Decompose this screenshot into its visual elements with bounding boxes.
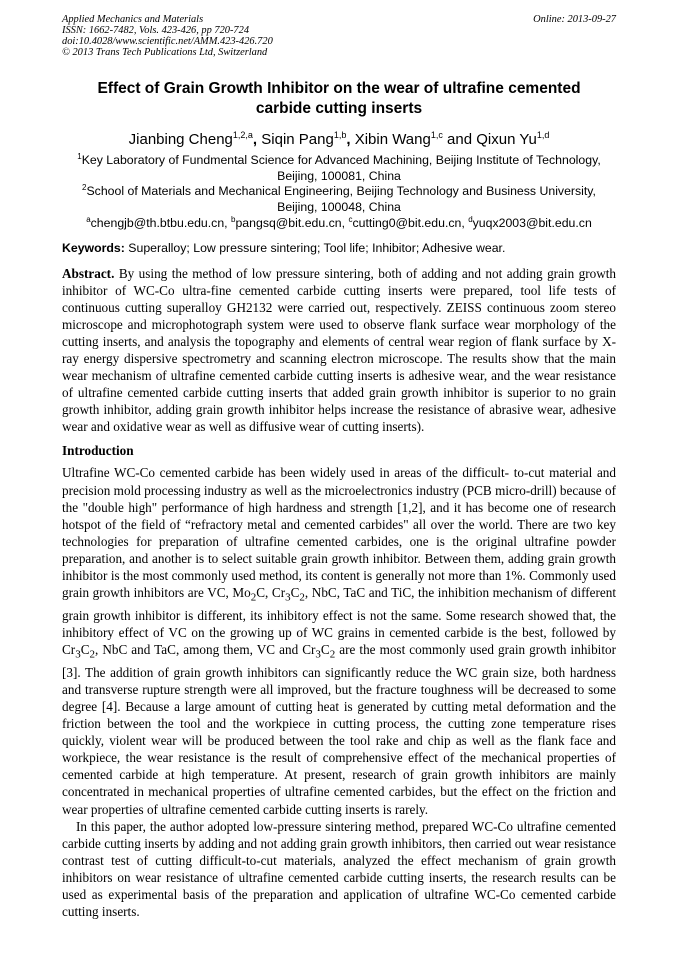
author-separator: ,	[252, 131, 262, 148]
affiliations	[62, 153, 616, 232]
paper-title	[62, 79, 616, 119]
journal-name: Applied Mechanics and Materials	[62, 14, 204, 25]
author-separator: ,	[346, 131, 355, 148]
email-address: cutting0@bit.edu.cn	[352, 215, 462, 230]
text-run: C	[290, 585, 300, 601]
publication-header	[62, 14, 616, 58]
intro-paragraph-1	[62, 464, 616, 817]
keywords-text: Superalloy; Low pressure sintering; Tool life; Inhibitor; Adhesive wear.	[124, 240, 506, 255]
text-run: are the most commonly used grain growth inhibitor [3]. The addition of grain growth inhibitors can significantly reduce the WC grain size, both hardness and transverse rupture strength were all improved, but the fracture toughness will be decreased to some degree [4]. Because a large amount of cutting heat is generated by cutting metal deformation and the friction between the tool and the workpiece in cutting process, the cutting zone temperature rises quickly, violent wear will be produced between the tool rake and chip as well as the flank face and workpiece, the wear resistance is the result of comprehensive effect of the mechanical properties of cemented carbide at high temperature. At present, research of grain growth inhibitors are mainly concentrated in mechanical properties of ultrafine cemented carbides, but the effect on the friction and wear properties of ultrafine cemented carbide cutting inserts is rarely.	[62, 642, 616, 817]
abstract	[62, 265, 616, 436]
email-marker: a	[86, 214, 91, 224]
affiliation-1	[62, 153, 616, 169]
affiliation-text: Key Laboratory of Fundmental Science for Advanced Machining, Beijing Institute of Technology,	[81, 153, 601, 167]
subscript: 2	[299, 591, 305, 604]
affiliation-marker: 2	[82, 183, 87, 193]
email-list: $^a$chengjb@th.btbu.edu.cn, $^b$pangsq@bit.edu.cn, $^c$cutting0@bit.edu.cn, $^d$yuqx2003@bit.edu.cn	[86, 214, 592, 230]
subscript: 2	[329, 648, 336, 661]
author-superscript: 1,2,a	[232, 130, 253, 140]
author-name: Qixun Yu	[476, 131, 537, 148]
text-run: C, Cr	[256, 585, 286, 601]
author-superscript: 1,b	[333, 130, 347, 140]
subscript: 2	[250, 591, 257, 604]
keywords	[62, 240, 616, 256]
author-name: Jianbing Cheng	[128, 131, 233, 148]
author-name: Xibin Wang	[354, 131, 431, 148]
email-address: pangsq@bit.edu.cn	[235, 215, 342, 230]
doi-line: doi:10.4028/www.scientific.net/AMM.423-426.720	[62, 36, 273, 47]
copyright-line: © 2013 Trans Tech Publications Ltd, Switzerland	[62, 47, 268, 58]
abstract-label: Abstract.	[62, 265, 115, 281]
email-address: chengjb@th.btbu.edu.cn	[90, 215, 225, 230]
affiliation-marker: 1	[77, 151, 82, 161]
text-run: , NbC, TaC and TiC, the inhibition mechanism of different grain growth inhibitor is different, its inhibitory effect is not the same. Some research showed that, the inhibitory effect of VC on the growing up of WC grains in cemented carbide is the best, followed by Cr	[62, 585, 617, 658]
author-superscript: 1,c	[430, 130, 443, 140]
author-and: and	[442, 131, 477, 148]
intro-paragraph-2: In this paper, the author adopted low-pressure sintering method, prepared WC-Co ultrafine cemented carbide cutting inserts by adding and not adding grain growth inhibitors, then carried out wear resistance contrast test of cutting difficult-to-cut materials, analyzed the effect mechanism of grain growth inhibitors on wear resistance of ultrafine cemented carbide cutting inserts, the research results can be used as experimental basis of the preparation and application of ultrafine WC-Co cemented carbide cutting inserts.	[62, 818, 616, 920]
online-date: Online: 2013-09-27	[533, 14, 616, 25]
email-marker: c	[348, 214, 353, 224]
section-heading-introduction: Introduction	[62, 443, 134, 459]
author-superscript: 1,d	[536, 130, 550, 140]
email-marker: b	[231, 214, 236, 224]
title-line-2: carbide cutting inserts	[255, 100, 423, 117]
subscript: 2	[89, 648, 95, 661]
author-name: Siqin Pang	[261, 131, 334, 148]
title-line-1: Effect of Grain Growth Inhibitor on the wear of ultrafine cemented	[97, 80, 581, 97]
issn-line: ISSN: 1662-7482, Vols. 423-426, pp 720-724	[62, 25, 250, 36]
affiliation-2	[62, 184, 616, 200]
subscript: 3	[75, 648, 81, 661]
email-marker: d	[468, 214, 473, 224]
affiliation-1-city: Beijing, 100081, China	[277, 168, 401, 183]
text-run: , NbC and TaC, among them, VC and Cr	[94, 642, 316, 658]
affiliation-text: School of Materials and Mechanical Engineering, Beijing Technology and Business University,	[86, 184, 596, 199]
email-address: yuqx2003@bit.edu.cn	[472, 215, 592, 230]
text-run: C	[320, 642, 330, 658]
text-run: C	[80, 642, 90, 658]
subscript: 3	[285, 591, 291, 604]
paper-page	[62, 14, 616, 920]
subscript: 3	[315, 648, 321, 661]
author-list	[62, 130, 616, 150]
keywords-label: Keywords:	[62, 240, 125, 255]
affiliation-2-city: Beijing, 100048, China	[277, 200, 401, 215]
abstract-text: By using the method of low pressure sintering, both of adding and not adding grain growth inhibitor of WC-Co ultra-fine cemented carbide cutting inserts were prepared, tool life tests of continuous cutting superalloy GH2132 were carried out, respectively. ZEISS continuous zoom stereo microscope and microphotograph system were used to observe flank surface wear morphology of the cutting inserts, and analysis the topography and elements of central wear region of flank surface by X-ray energy dispersive spectrometry and scanning electron microscope. The results show that the main wear mechanism of ultrafine cemented carbide cutting inserts is adhesive wear, and the wear resistance of ultrafine cemented carbide cutting inserts that added grain growth inhibitor is superior to no grain growth inhibitor, adding grain growth inhibitor helps increase the resistance of abrasive wear, adhesive wear and oxidative wear as well as diffusive wear of cutting inserts).	[62, 265, 616, 435]
text-run: Ultrafine WC-Co cemented carbide has been widely used in areas of the difficult- to-cut material and precision mold processing industry as well as the microelectronics industry (PCB micro-drill) because of the "double high" performance of high hardness and strength [1,2], and it has become one of research hotspot of the field of “refractory metal and cemented carbides" all over the world. There are two key technologies for preparation of ultrafine cemented carbides, one is the original ultrafine powder preparation, and another is to select suitable grain growth inhibitor. Between them, adding grain growth inhibitor is the most commonly used method, its content is generally not more than 1%. Commonly used grain growth inhibitors are VC, Mo	[62, 465, 616, 601]
